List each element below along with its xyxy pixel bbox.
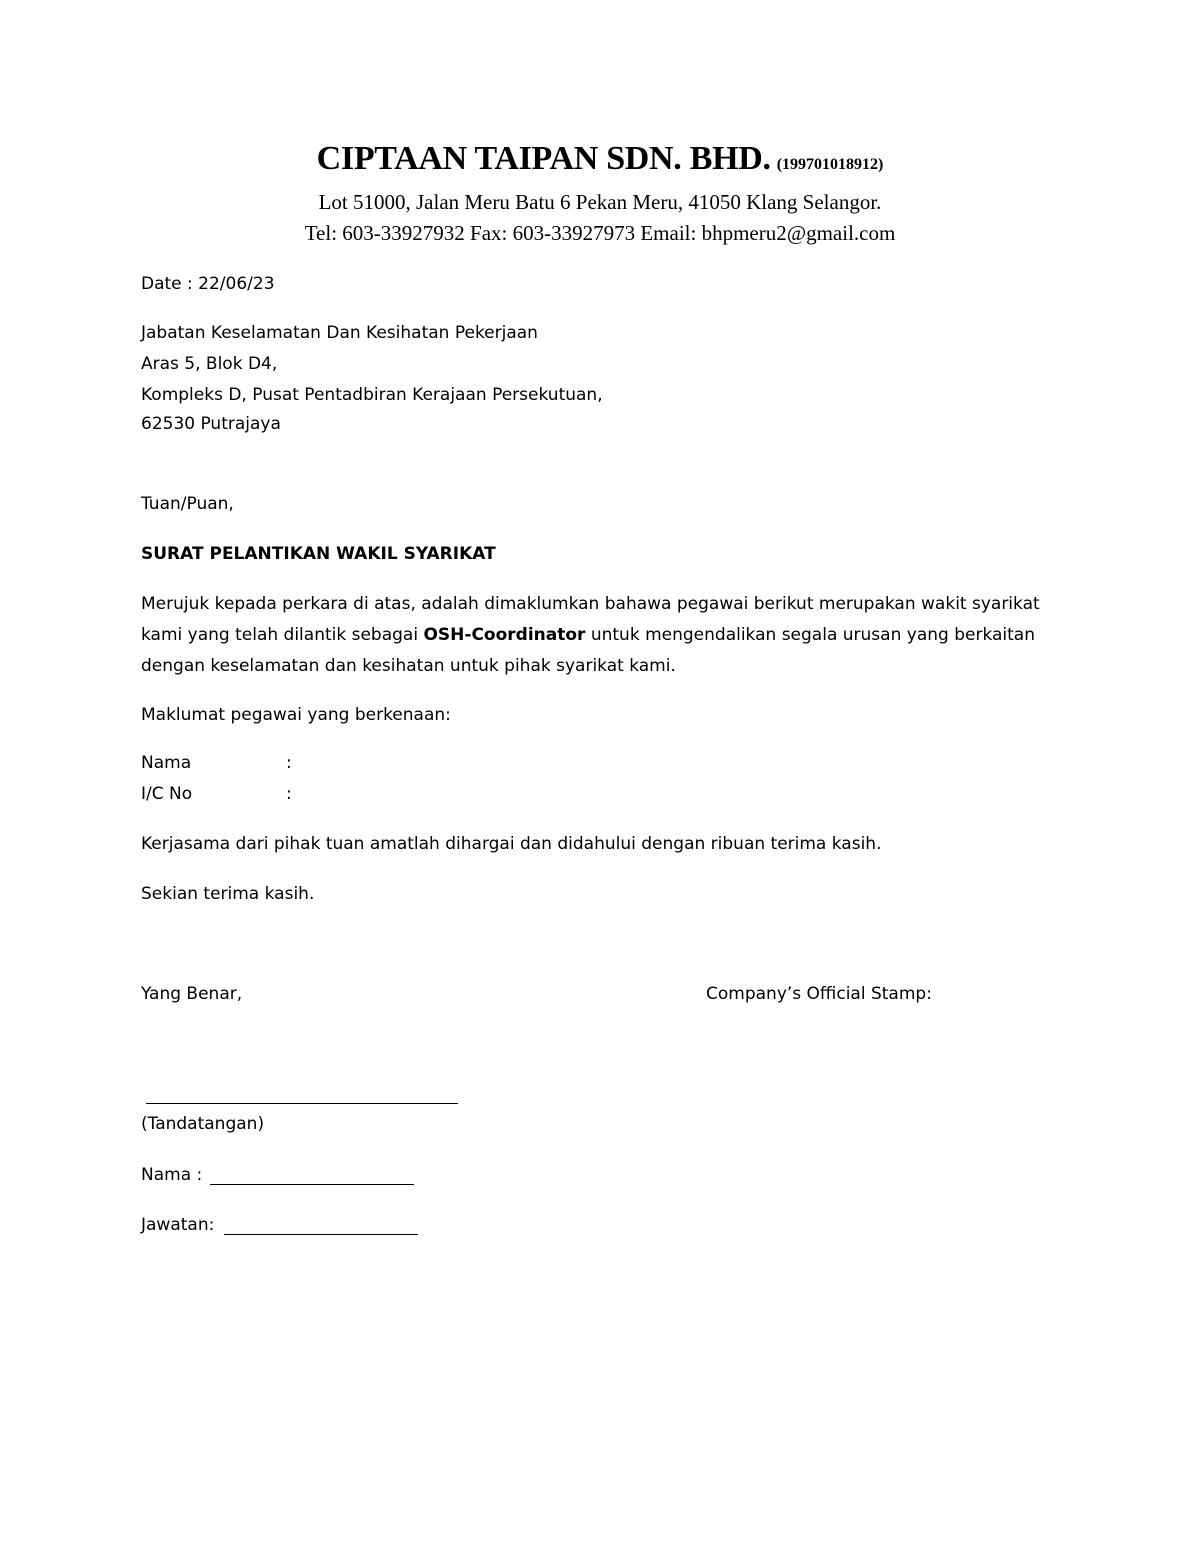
appointment-paragraph <box>141 589 1041 682</box>
signer-name-label: Nama : <box>141 1165 203 1185</box>
field-colon-ic: : <box>286 784 292 804</box>
signature-caption: (Tandatangan) <box>141 1114 265 1134</box>
signer-position-label: Jawatan: <box>141 1215 215 1235</box>
recipient-line-3: Kompleks D, Pusat Pentadbiran Kerajaan Persekutuan, <box>141 385 603 405</box>
cooperation-text: Kerjasama dari pihak tuan amatlah dihargai dan didahului dengan ribuan terima kasih. <box>141 834 882 854</box>
company-name: CIPTAAN TAIPAN SDN. BHD. <box>316 140 771 177</box>
paragraph-text-end: untuk mengendalikan segala urusan yang berkaitan dengan keselamatan dan kesihatan untuk pihak syarikat kami. <box>141 625 1035 676</box>
field-label-ic: I/C No <box>141 784 193 804</box>
officer-info-intro: Maklumat pegawai yang berkenaan: <box>141 705 451 725</box>
company-contact: Tel: 603-33927932 Fax: 603-33927973 Email: bhpmeru2@gmail.com <box>304 221 896 245</box>
recipient-line-4: 62530 Putrajaya <box>141 414 281 434</box>
recipient-line-2: Aras 5, Blok D4, <box>141 354 278 374</box>
signer-position-line <box>224 1234 418 1235</box>
letter-subject: SURAT PELANTIKAN WAKIL SYARIKAT <box>141 544 496 564</box>
signer-name-line <box>210 1184 414 1185</box>
paragraph-text-start: Merujuk kepada perkara di atas, adalah dimaklumkan bahawa pegawai berikut merupakan wakit syarikat kami yang telah dilantik sebagai <box>141 594 1040 645</box>
yours-sincerely: Yang Benar, <box>141 984 243 1004</box>
company-address: Lot 51000, Jalan Meru Batu 6 Pekan Meru, 41050 Klang Selangor. <box>318 190 882 214</box>
letter-date: Date : 22/06/23 <box>141 274 275 294</box>
company-header <box>0 140 1200 178</box>
company-registration-number: (199701018912) <box>776 156 884 173</box>
signature-line <box>146 1103 458 1104</box>
recipient-line-1: Jabatan Keselamatan Dan Kesihatan Pekerjaan <box>141 323 538 343</box>
company-stamp-label: Company’s Official Stamp: <box>706 984 932 1004</box>
field-label-name: Nama <box>141 753 192 773</box>
role-title: OSH-Coordinator <box>423 625 586 645</box>
closing-thanks: Sekian terima kasih. <box>141 884 315 904</box>
salutation: Tuan/Puan, <box>141 494 234 514</box>
field-colon-name: : <box>286 753 292 773</box>
